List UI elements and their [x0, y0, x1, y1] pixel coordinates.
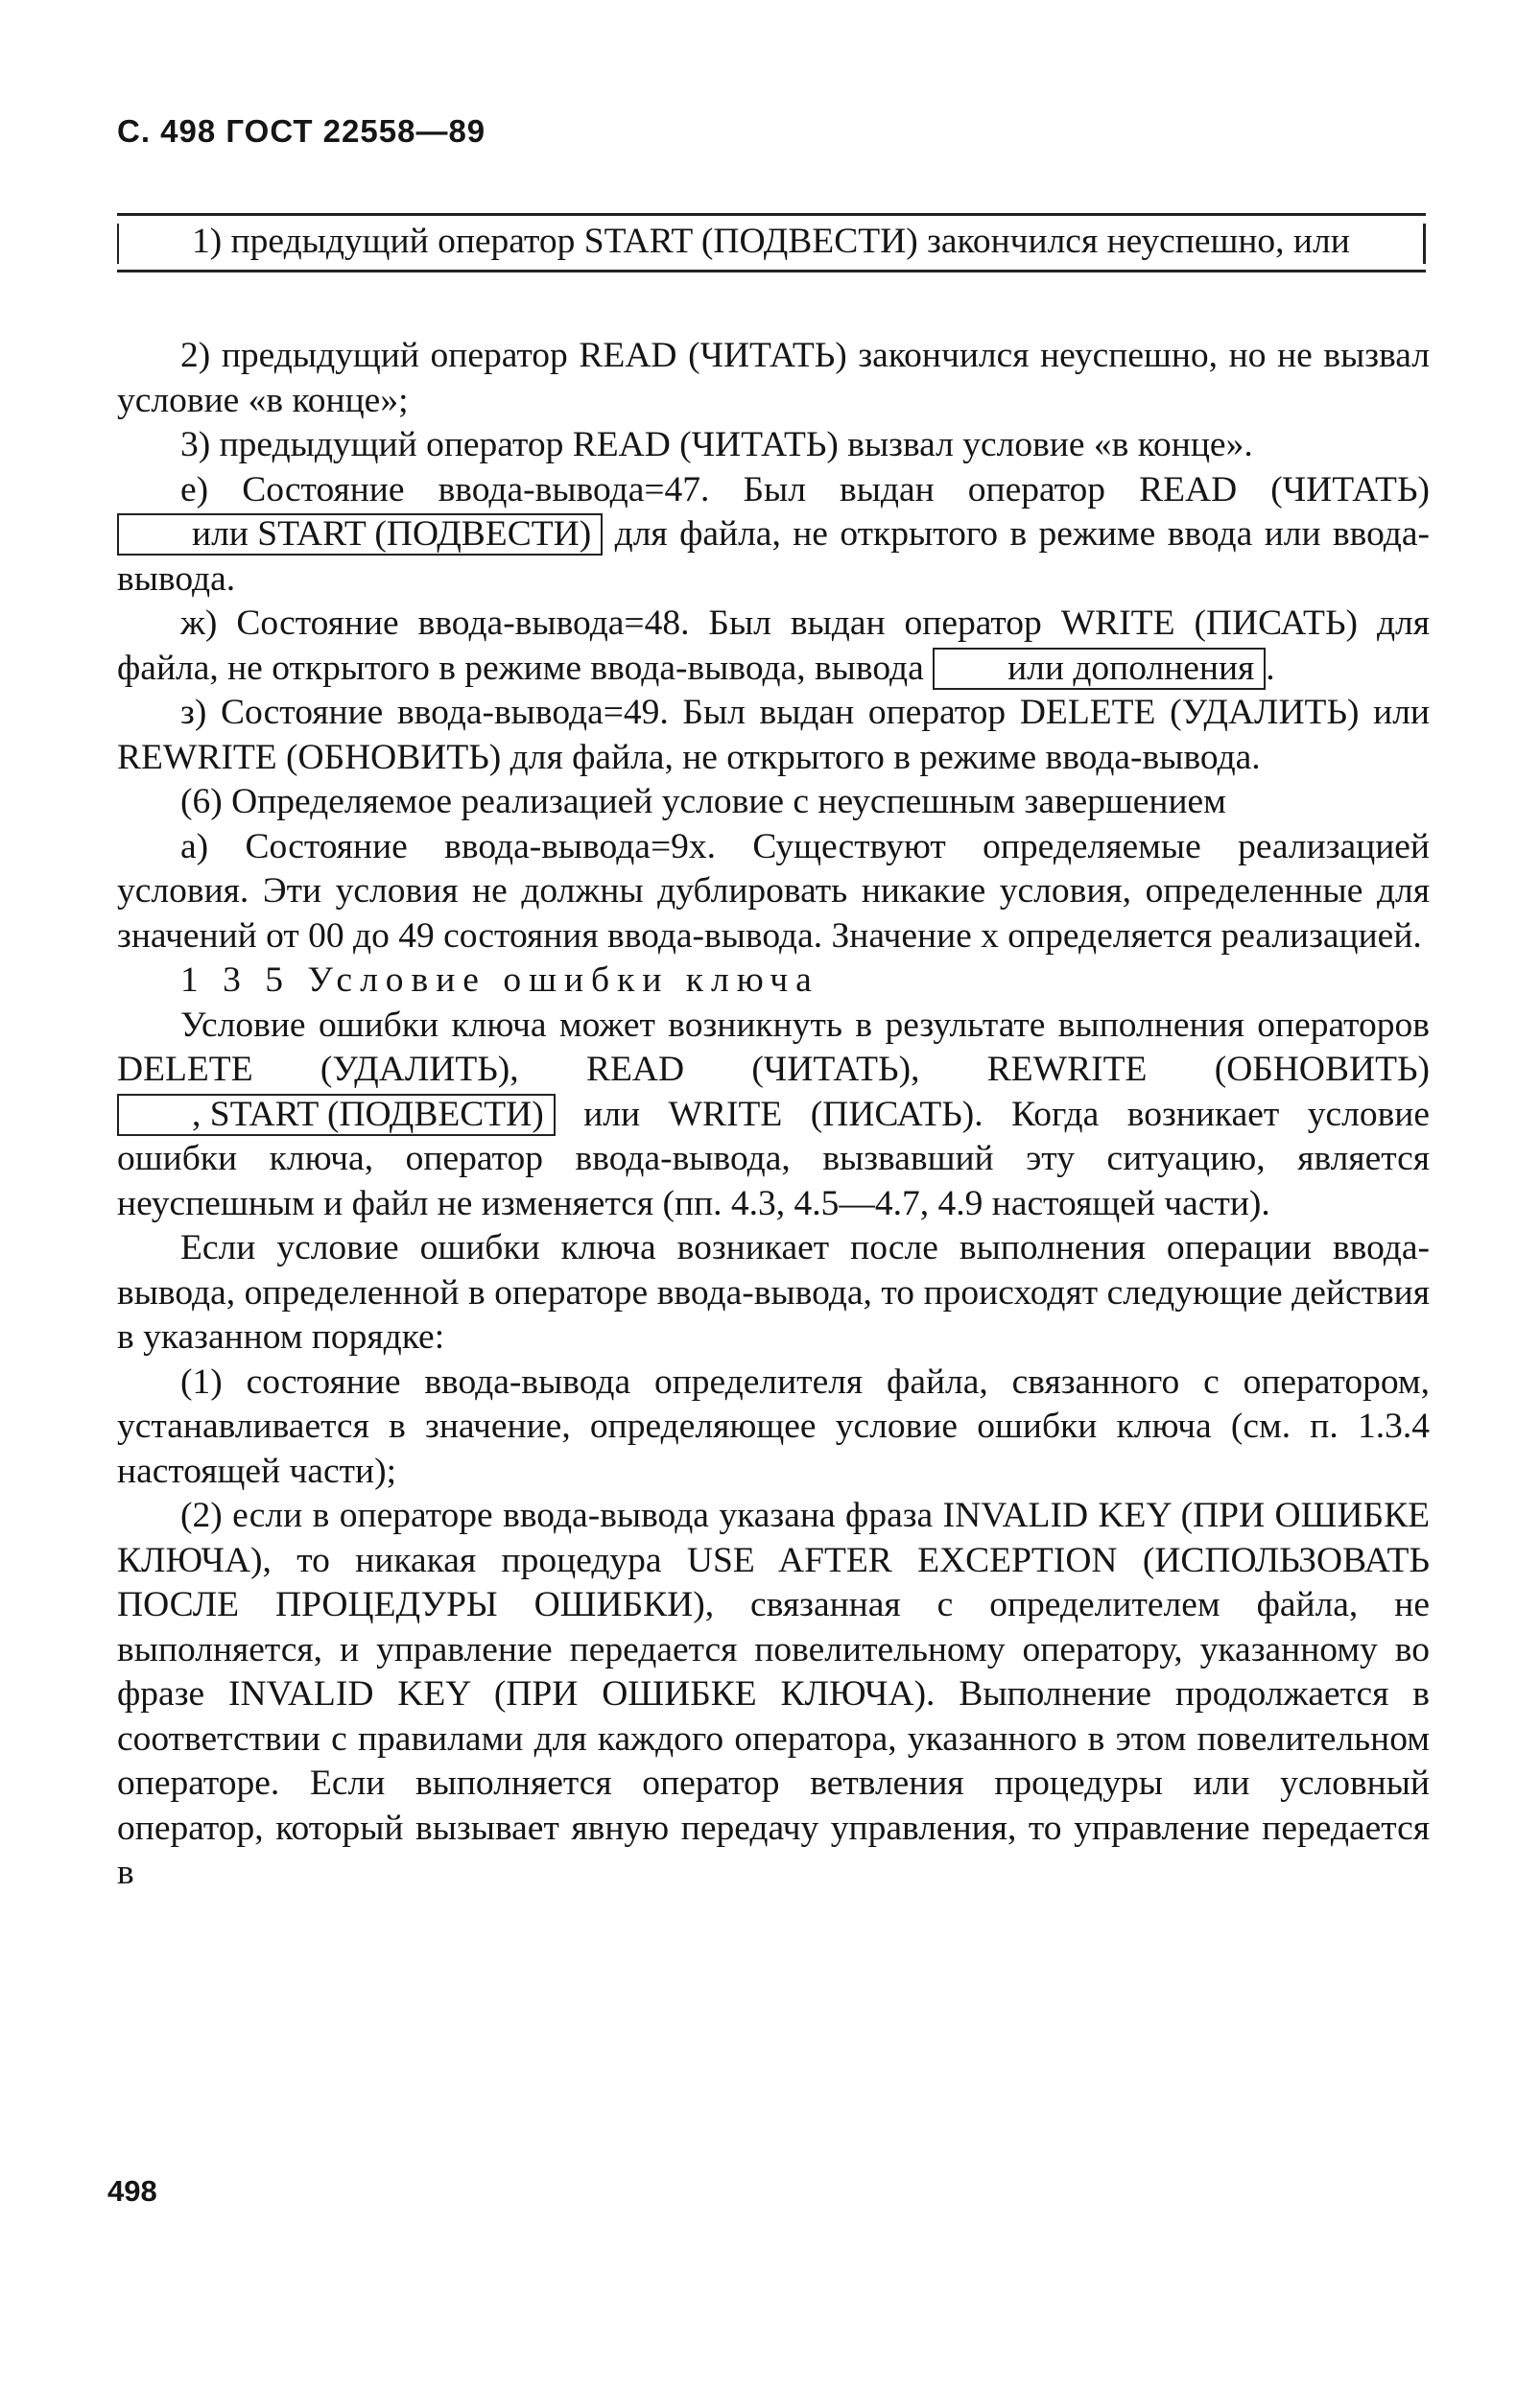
- paragraph-2: 2) предыдущий оператор READ (ЧИТАТЬ) закончился неуспешно, но не вызвал условие «в конце»;: [117, 336, 1430, 420]
- paragraph-zh-text: ж) Состояние ввода-вывода=48. Был выдан оператор WRITE (ПИСАТЬ) для файла, не открытого в режиме ввода-вывода, вывода: [117, 604, 1430, 688]
- change-bar-left: [117, 224, 119, 264]
- page-header: С. 498 ГОСТ 22558—89: [117, 113, 486, 149]
- paragraph-e-tail: для файла, не открытого в режиме ввода или ввода-вывода.: [117, 514, 1430, 599]
- paragraph-if: Если условие ошибки ключа возникает после выполнения операции ввода-вывода, определенной в операторе ввода-вывода, то происходят следующие действия в указанном порядке:: [117, 1228, 1430, 1357]
- body-text: [117, 334, 1430, 1896]
- paragraph-1: 1) предыдущий оператор START (ПОДВЕСТИ) закончился неуспешно, или: [192, 222, 1350, 261]
- paragraph-z: з) Состояние ввода-вывода=49. Был выдан оператор DELETE (УДАЛИТЬ) или REWRITE (ОБНОВИТЬ) для файла, не открытого в режиме ввода-вывода.: [117, 693, 1430, 777]
- change-bar-right: [1423, 224, 1426, 264]
- paragraph-e: [117, 468, 1430, 603]
- paragraph-3: 3) предыдущий оператор READ (ЧИТАТЬ) вызвал условие «в конце».: [180, 425, 1253, 464]
- page-number: 498: [107, 2174, 157, 2208]
- paragraph-e-text: е) Состояние ввода-вывода=47. Был выдан оператор READ (ЧИТАТЬ): [180, 469, 1430, 509]
- boxed-paragraph: [117, 213, 1426, 272]
- paragraph-step-2: (2) если в операторе ввода-вывода указана фраза INVALID KEY (ПРИ ОШИБКЕ КЛЮЧА), то никакая процедура USE AFTER EXCEPTION (ИСПОЛЬЗОВАТЬ ПОСЛЕ ПРОЦЕДУРЫ ОШИБКИ), связанная с определителем файла, не выполняется, и управление передается повелительному оператору, указанному во фразе INVALID KEY (ПРИ ОШИБКЕ КЛЮЧА). Выполнение продолжается в соответствии с правилами для каждого оператора, указанного в этом повелительном операторе. Если выполняется оператор ветвления процедуры или условный оператор, который вызывает явную передачу управления, то управление передается в: [117, 1496, 1430, 1892]
- paragraph-zh: [117, 602, 1430, 691]
- paragraph-step-1: (1) состояние ввода-вывода определителя файла, связанного с оператором, устанавливается в значение, определяющее условие ошибки ключа (см. п. 1.3.4 настоящей части);: [117, 1361, 1430, 1491]
- section-heading: 1 3 5 Условие ошибки ключа: [180, 960, 819, 1000]
- boxed-insertion-start-2: , START (ПОДВЕСТИ): [117, 1094, 556, 1136]
- paragraph-6: (6) Определяемое реализацией условие с неуспешным завершением: [180, 782, 1226, 821]
- paragraph-key-tail: или WRITE (ПИСАТЬ). Когда возникает условие ошибки ключа, оператор ввода-вывода, вызвавший эту ситуацию, является неуспешным и файл не изменяется (пп. 4.3, 4.5—4.7, 4.9 настоящей части).: [117, 1094, 1431, 1223]
- paragraph-a: а) Состояние ввода-вывода=9х. Существуют определяемые реализацией условия. Эти условия не должны дублировать никакие условия, определенные для значений от 00 до 49 состояния ввода-вывода. Значение х определяется реализацией.: [117, 826, 1430, 956]
- boxed-insertion-append: или дополнения: [933, 648, 1266, 690]
- paragraph-zh-tail: .: [1266, 648, 1275, 688]
- boxed-insertion-start: или START (ПОДВЕСТИ): [117, 513, 603, 556]
- paragraph-key-text: Условие ошибки ключа может возникнуть в результате выполнения операторов DELETE (УДАЛИТЬ), READ (ЧИТАТЬ), REWRITE (ОБНОВИТЬ): [117, 1005, 1430, 1089]
- paragraph-key-condition: [117, 1004, 1430, 1227]
